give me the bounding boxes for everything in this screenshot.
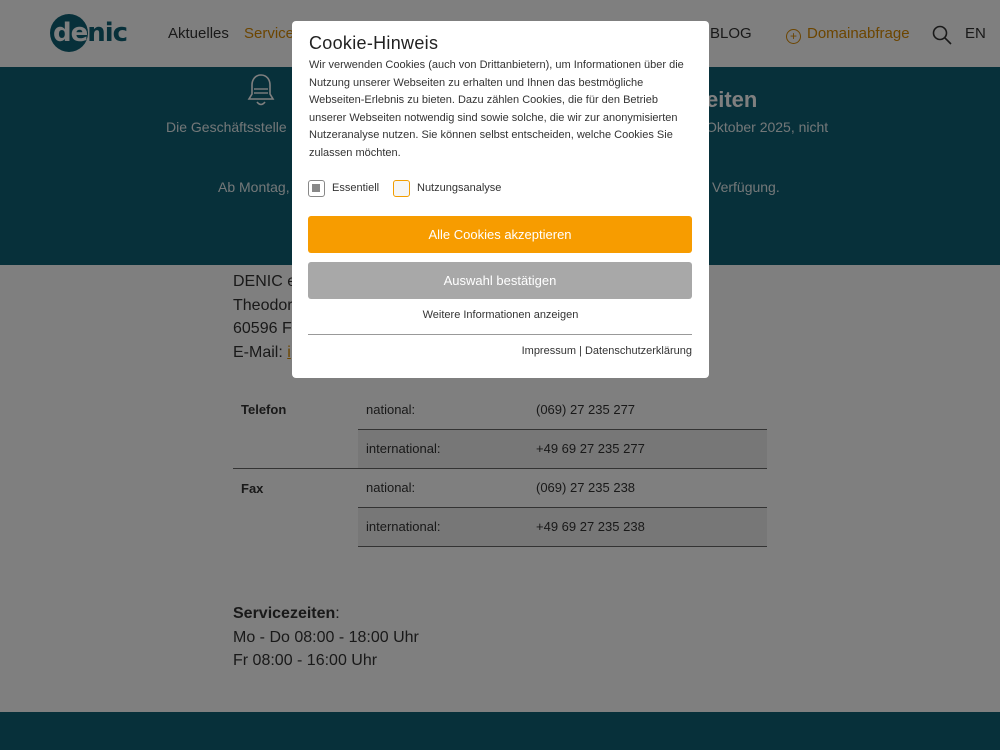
analysis-checkbox[interactable] [393, 180, 410, 197]
essential-checkbox[interactable] [308, 180, 325, 197]
divider [308, 334, 692, 335]
legal-links: Impressum | Datenschutzerklärung [521, 345, 692, 357]
essential-label: Essentiell [332, 182, 380, 194]
imprint-link[interactable]: Impressum [521, 345, 576, 357]
cookie-dialog [292, 21, 709, 378]
privacy-link[interactable]: Datenschutzerklärung [584, 345, 692, 357]
confirm-selection-button[interactable]: Auswahl bestätigen [308, 262, 692, 299]
analysis-label: Nutzungsanalyse [417, 182, 502, 194]
accept-all-cookies-button[interactable]: Alle Cookies akzeptieren [308, 216, 692, 253]
cookie-dialog-title: Cookie-Hinweis [309, 33, 439, 53]
more-info-link[interactable]: Weitere Informationen anzeigen [422, 309, 579, 321]
cookie-dialog-text: Wir verwenden Cookies (auch von Drittanbietern), um Informationen über die Nutzung unserer Webseiten zu erhalten und Ihnen das bestmögliche Webseiten-Erlebnis zu bieten. Dazu zählen Cookies, die für den Betrieb unserer Webseiten notwendig sind sowie solche, die wir zur anonymisierten Nutzeranalyse nutzen. Sie können selbst entscheiden, welche Cookies Sie zulassen möchten. [309, 59, 684, 159]
